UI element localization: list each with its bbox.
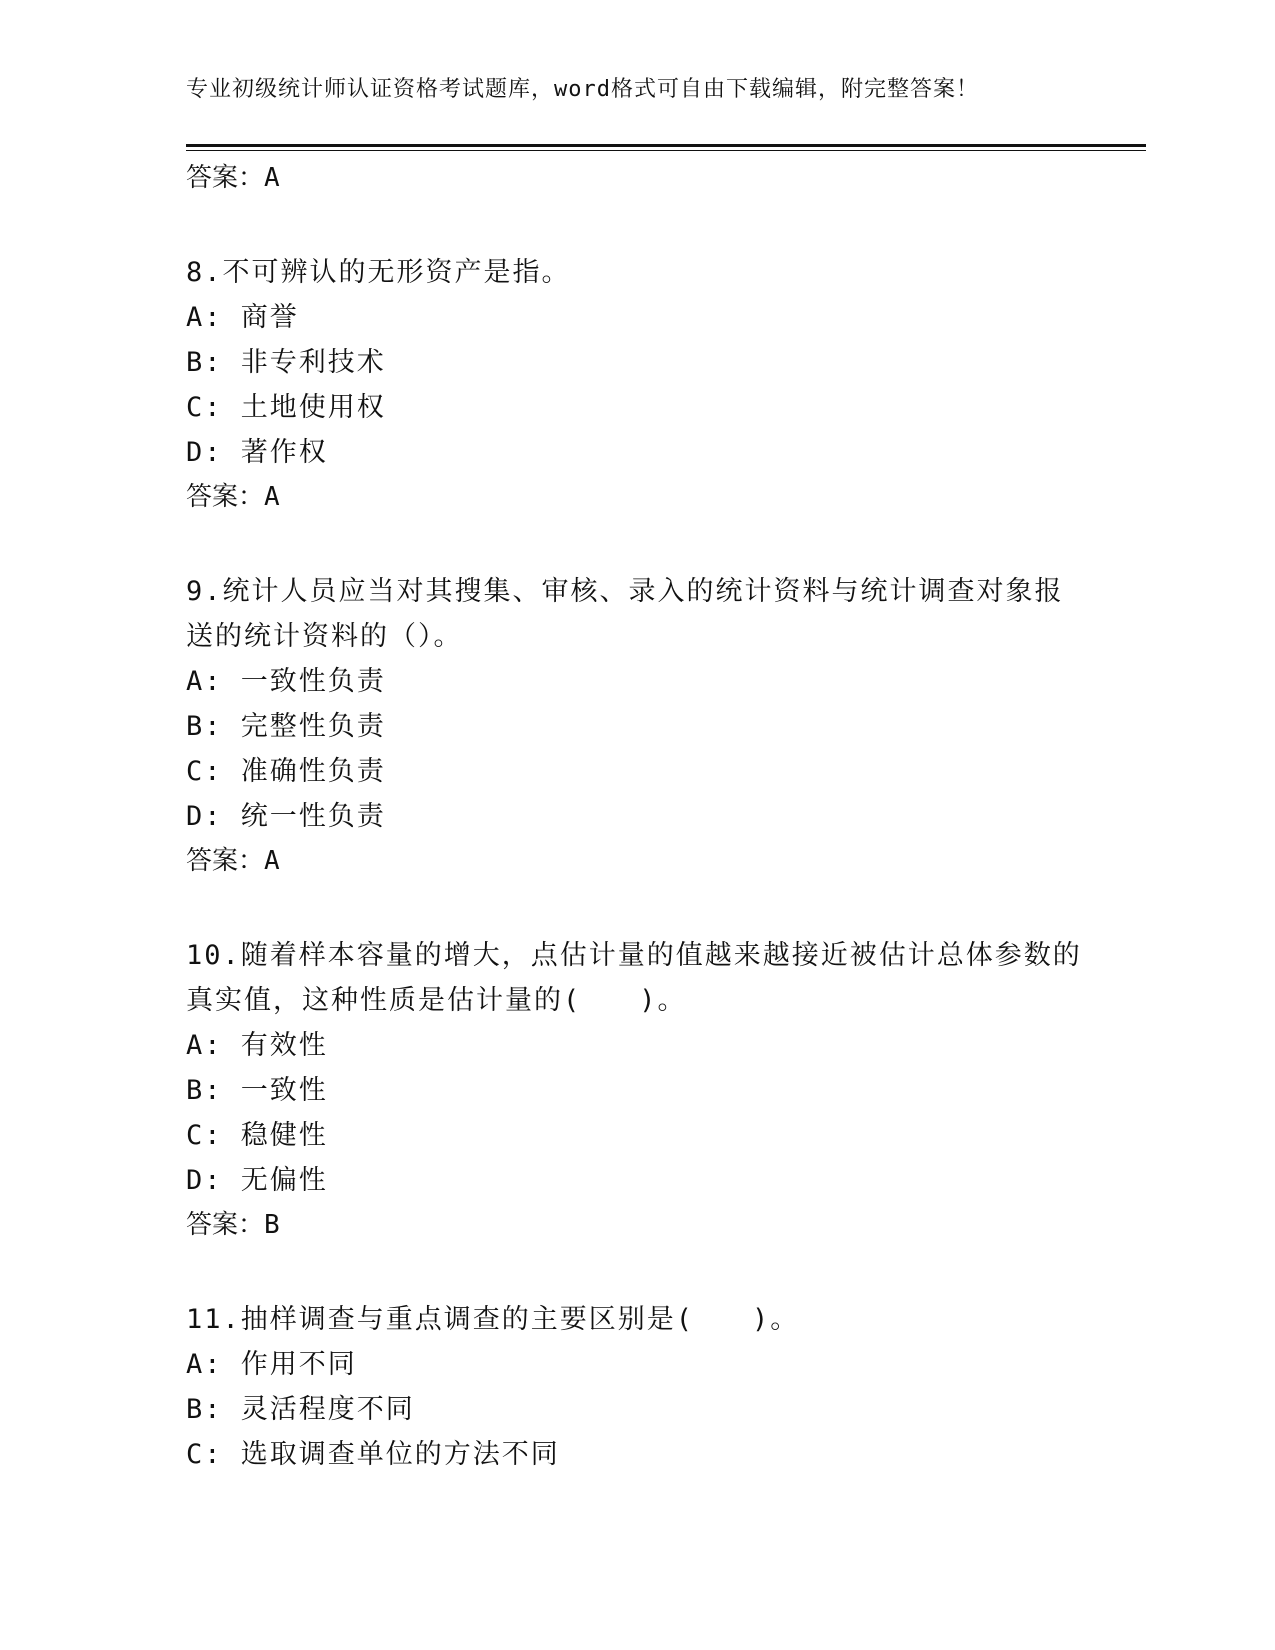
question-stem: 8.不可辨认的无形资产是指。 [186, 257, 571, 288]
option-c: C: 准确性负责 [186, 756, 386, 787]
answer: 答案：A [186, 846, 280, 876]
option-d: D: 无偏性 [186, 1165, 328, 1196]
content [186, 156, 1086, 1477]
header-rule-thick [186, 144, 1146, 147]
option-a: A: 作用不同 [186, 1349, 357, 1380]
question-stem: 9.统计人员应当对其搜集、审核、录入的统计资料与统计调查对象报送的统计资料的（）。 [186, 576, 1064, 652]
option-c: C: 选取调查单位的方法不同 [186, 1439, 560, 1470]
option-b: B: 灵活程度不同 [186, 1394, 415, 1425]
option-b: B: 一致性 [186, 1075, 328, 1106]
answer: 答案：A [186, 482, 280, 512]
answer: 答案：B [186, 1210, 280, 1240]
option-b: B: 非专利技术 [186, 347, 386, 378]
option-c: C: 稳健性 [186, 1120, 328, 1151]
question-8 [186, 250, 1086, 515]
option-d: D: 统一性负责 [186, 801, 386, 832]
option-a: A: 有效性 [186, 1030, 328, 1061]
question-11 [186, 1297, 1086, 1477]
question-stem: 11.抽样调查与重点调查的主要区别是( )。 [186, 1304, 800, 1335]
question-9 [186, 569, 1086, 879]
option-d: D: 著作权 [186, 437, 328, 468]
option-c: C: 土地使用权 [186, 392, 386, 423]
page-header: 专业初级统计师认证资格考试题库，word格式可自由下载编辑，附完整答案！ [186, 77, 979, 102]
option-a: A: 一致性负责 [186, 666, 386, 697]
option-b: B: 完整性负责 [186, 711, 386, 742]
answer-previous: 答案：A [186, 163, 280, 193]
option-a: A: 商誉 [186, 302, 299, 333]
question-10 [186, 933, 1086, 1243]
question-stem: 10.随着样本容量的增大，点估计量的值越来越接近被估计总体参数的真实值，这种性质是估计量的( )。 [186, 940, 1082, 1016]
header-rule-thin [186, 150, 1146, 151]
